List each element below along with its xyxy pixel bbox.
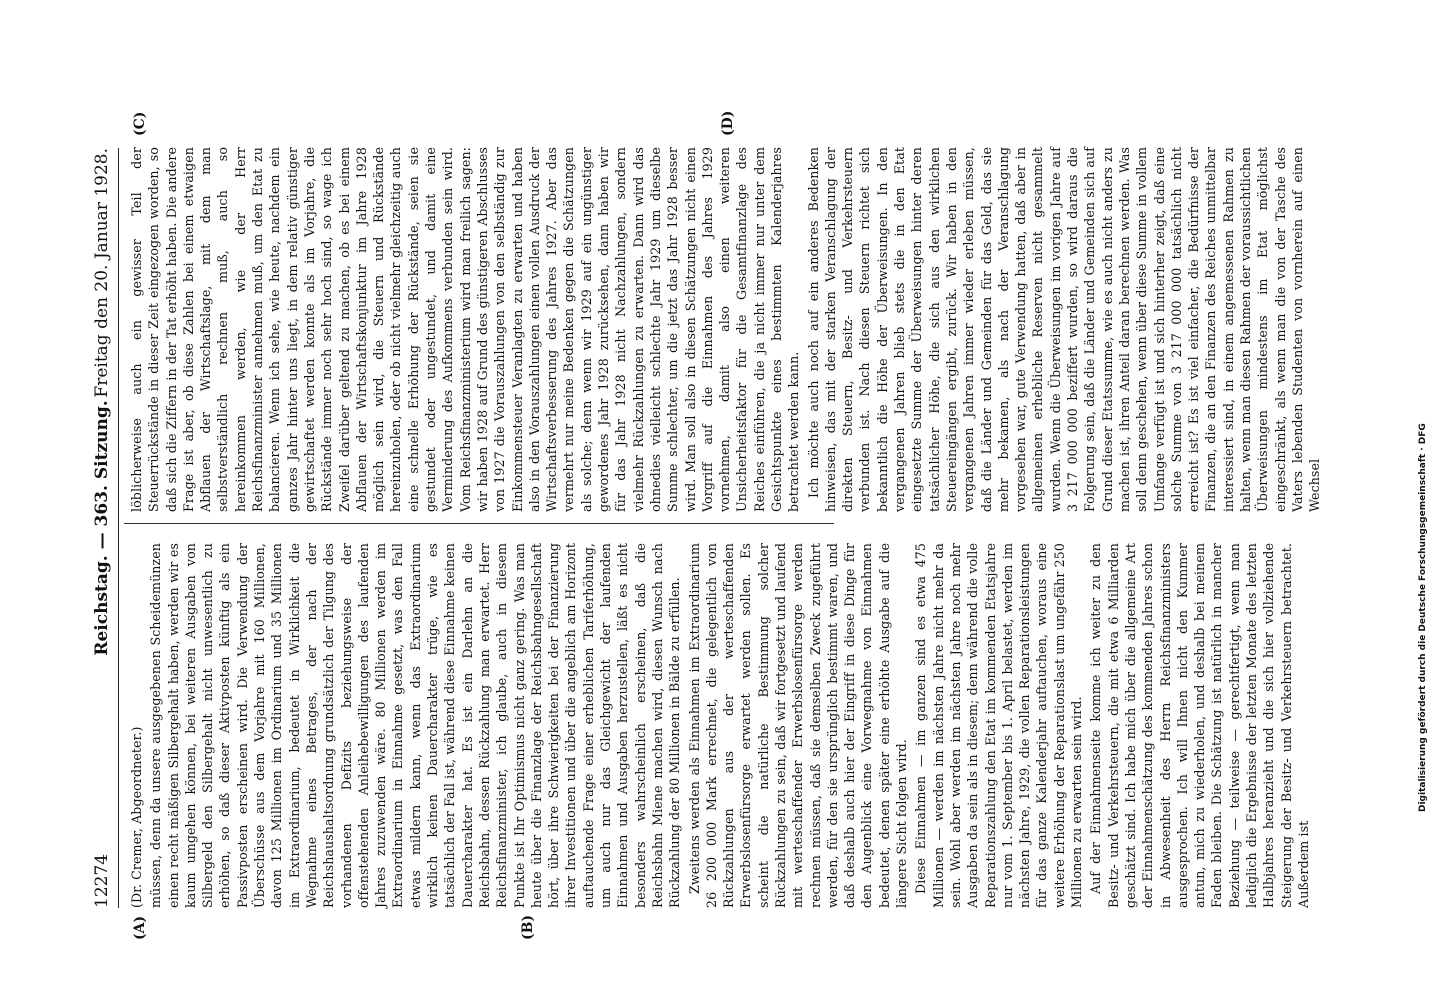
margin-letter-a: (A) bbox=[132, 915, 148, 940]
session-date: Freitag den 20. Januar 1928. bbox=[92, 148, 112, 398]
paragraph: müssen, denn da unsere ausgegebenen Scheidemünzen einen recht mäßigen Silbergehalt haben, werden wir es kaum umgehen können, bei weiteren Ausgaben von Silbergeld den Silbergehalt nicht unwesentlich zu erhöhen, so daß dieser Aktivposten künftig als ein Passivposten erscheinen wird. Die Verwendung der Überschüsse aus dem Vorjahre mit 160 Millionen, davon 125 Millionen im Ordinarium und 35 Millionen im Extraordinarium, bedeutet in Wirklichkeit die Wegnahme eines Betrages, der nach der Reichshaushaltsordnung grundsätzlich der Tilgung des vorhandenen Defizits beziehungsweise der offenstehenden Anleihebewilligungen des laufenden Jahres zuzuwenden wäre. 80 Millionen werden im Extraordinarium in Einnahme gesetzt, was den Fall etwas mildern kann, wenn das Extraordinarium wirklich keinen Dauercharakter trüge, wie es tatsächlich der Fall ist, während diese Einnahme keinen Dauercharakter hat. Es ist ein Darlehn an die Reichsbahn, dessen Rückzahlung man erwartet. Herr Reichsfinanzminister, ich glaube, auch in diesem Punkte ist Ihr Optimismus nicht ganz gering. Was man heute über die Finanzlage der Reichsbahngesellschaft hört, über ihre Schwierigkeiten bei der Finanzierung ihrer Investitionen und über die angeblich am Horizont auftauchende Frage einer erheblichen Tariferhöhung, um auch nur das Gleichgewicht der laufenden Einnahmen und Ausgaben herzustellen, läßt es nicht besonders wahrscheinlich erscheinen, daß die Reichsbahn Miene machen wird, diesen Wunsch nach Rückzahlung der 80 Millionen in Bälde zu erfüllen. bbox=[148, 543, 683, 908]
page-header bbox=[90, 148, 119, 908]
right-column bbox=[128, 147, 1325, 512]
page-number: 12274 bbox=[92, 853, 112, 908]
watermark-text: Digitalisierung gefördert durch die Deutsche Forschungsgemeinschaft · DFG bbox=[1418, 423, 1428, 812]
paragraph: löblicherweise auch ein gewisser Teil der Steuerrückstände in dieser Zeit eingezogen worden, so daß sich die Ziffern in der Tat erhöht haben. Die andere Frage ist aber, ob diese Zahlen bei einem etwaigen Abflauen der Wirtschaftslage, mit dem man selbstverständlich rechnen muß, auch so hereinkommen werden, wie der Herr Reichsfinanzminister annehmen muß, um den Etat zu balancieren. Wenn ich sehe, wie heute, nachdem ein ganzes Jahr hinter uns liegt, in dem relativ günstiger gewirtschaftet werden konnte als im Vorjahre, die Rückstände immer noch sehr hoch sind, so wage ich Zweifel darüber geltend zu machen, ob es bei einem Abflauen der Wirtschaftskonjunktur im Jahre 1928 möglich sein wird, die Steuern und Rückstände hereinzuholen, oder ob nicht vielmehr gleichzeitig auch eine schnelle Erhöhung der Rückstände, seien sie gestundet oder ungestundet, und damit eine Verminderung des Aufkommens verbunden sein wird. Vom Reichsfinanzministerium wird man freilich sagen: wir haben 1928 auf Grund des günstigeren Abschlusses von 1927 die Vorauszahlungen von den selbständig zur Einkommensteuer Veranlagten zu erwarten und haben also in den Vorauszahlungen einen vollen Ausdruck der Wirtschaftsverbesserung des Jahres 1927. Aber das vermehrt nur meine Bedenken gegen die Schätzungen als solche; denn wenn wir 1929 auf ein ungünstiger gewordenes Jahr 1928 zurücksehen, dann haben wir für das Jahr 1928 nicht Nachzahlungen, sondern vielmehr Rückzahlungen zu erwarten. Dann wird das ohnedies vielleicht schlechte Jahr 1929 um dieselbe Summe schlechter, um die jetzt das Jahr 1928 besser wird. Man soll also in diesen Schätzungen nicht einen Vorgriff auf die Einnahmen des Jahres 1929 vornehmen, damit also einen weiteren Unsicherheitsfaktor für die Gesamtfinanzlage des Reiches einführen, die ja nicht immer nur unter dem Gesichtspunkte eines bestimmten Kalenderjahres betrachtet werden kann. bbox=[129, 147, 802, 512]
margin-letter-b: (B) bbox=[520, 914, 536, 940]
speaker-line: (Dr. Cremer, Abgeordneter.) bbox=[129, 726, 144, 908]
column-divider bbox=[124, 523, 834, 524]
paragraph: Auf der Einnahmenseite komme ich weiter zu den Besitz- und Verkehrsteuern, die mit etwa 6 Milliarden geschätzt sind. Ich habe mich über die allgemeine Art der Einnahmenschätzung des kommenden Jahres schon in Abwesenheit des Herrn Reichsfinanzministers ausgesprochen. Ich will Ihnen nicht den Kummer antun, mich zu wiederholen, und deshalb bei meinem Faden bleiben. Die Schätzung ist natürlich in mancher Beziehung — teilweise — gerechtfertigt, wenn man lediglich die Ergebnisse der letzten Monate des letzten Halbjahres heranzieht und die sich hier vollziehende Steigerung der Besitz- und Verkehrsteuern betrachtet. Außerdem ist bbox=[1088, 543, 1311, 908]
left-column bbox=[128, 543, 1314, 908]
paragraph: Ich möchte auch noch auf ein anderes Bedenken hinweisen, das mit der starken Veranschlagung der direkten Steuern, Besitz- und Verkehrsteuern verbunden ist. Nach diesen Steuern richtet sich bekanntlich die Höhe der Überweisungen. In den vergangenen Jahren blieb stets die in den Etat eingesetzte Summe der Überweisungen hinter deren tatsächlicher Höhe, die sich aus den wirklichen Steuereingängen ergibt, zurück. Wir haben in den vergangenen Jahren immer wieder erleben müssen, daß die Länder und Gemeinden für das Geld, das sie mehr bekamen, als nach der Veranschlagung vorgesehen war, gute Verwendung hatten, daß aber in allgemeinen erhebliche Reserven nicht gesammelt wurden. Wenn die Überweisungen im vorigen Jahre auf 3 217 000 000 beziffert wurden, so wird daraus die Folgerung sein, daß die Länder und Gemeinden sich auf Grund dieser Etatssumme, wie es auch nicht anders zu machen ist, ihren Anteil daran berechnen werden. Was soll denn geschehen, wenn über diese Summe in vollem Umfange verfügt ist und sich hinterher zeigt, daß eine solche Summe von 3 217 000 000 tatsächlich nicht erreicht ist? Es ist viel einfacher, die Bedürfnisse der Finanzen, die an den Finanzen des Reiches unmittelbar interessiert sind, in einem angemessenen Rahmen zu halten, wenn man diesen Rahmen der voraussichtlichen Überweisungen mindestens im Etat möglichst eingeschränkt, als wenn man die von der Tasche des Vaters lebenden Studenten von vornherein auf einen Wechsel bbox=[805, 147, 1323, 512]
margin-letter-c: (C) bbox=[132, 111, 148, 136]
paragraph: Zweitens werden als Einnahmen im Extraordinarium 26 200 000 Mark errechnet, die gelegentlich von Rückzahlungen aus der werteschaffenden Erwerbslosenfürsorge erwartet werden sollen. Es scheint die natürliche Bestimmung solcher Rückzahlungen zu sein, daß wir fortgesetzt und laufend mit werteschaffender Erwerbslosenfürsorge werden rechnen müssen, daß sie demselben Zweck zugeführt werden, für den sie ursprünglich bestimmt waren, und daß deshalb auch hier der Eingriff in diese Dinge für den Augenblick eine Vorwegnahme von Einnahmen bedeutet, denen später eine erhöhte Ausgabe auf die längere Sicht folgen wird. bbox=[686, 543, 910, 908]
dfg-watermark bbox=[1416, 12, 1432, 912]
margin-letter-d: (D) bbox=[720, 110, 736, 136]
session-title: Reichstag. — 363. Sitzung. bbox=[92, 400, 112, 656]
paragraph: Diese Einnahmen — im ganzen sind es etwa 475 Millionen — werden im nächsten Jahre nicht mehr da sein. Wohl aber werden im nächsten Jahre noch mehr Ausgaben da sein als in diesem; denn während die volle Reparationszahlung den Etat im kommenden Etatsjahre nur vom 1. September bis 1. April belastet, werden im nächsten Jahre, 1929, die vollen Reparationsleistungen für das ganze Kalenderjahr auftauchen, woraus eine weitere Erhöhung der Reparationslast um ungefähr 250 Millionen zu erwarten sein wird. bbox=[913, 543, 1085, 908]
